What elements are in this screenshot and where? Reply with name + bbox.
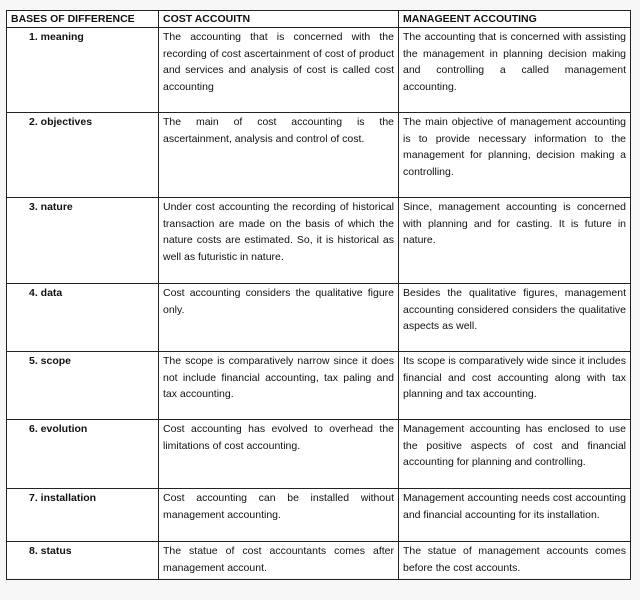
row-basis: 3. nature [7,198,159,284]
cost-cell: The statue of cost accountants comes after management account. [159,542,399,580]
table-row [7,198,631,284]
row-basis: 5. scope [7,352,159,420]
cost-cell: The main of cost accounting is the ascertainment, analysis and control of cost. [159,113,399,198]
table-row [7,28,631,113]
management-cell: Management accounting has enclosed to use the positive aspects of cost and financial accounting for planning and controlling. [399,420,631,489]
row-basis: 7. installation [7,489,159,542]
header-cost-accounting: COST ACCOUITN [159,11,399,28]
row-basis: 2. objectives [7,113,159,198]
table-row [7,542,631,580]
table-row [7,284,631,352]
management-cell: The accounting that is concerned with assisting the management in planning decision making and controlling a called management accounting. [399,28,631,113]
table-row [7,489,631,542]
comparison-table [6,10,631,580]
management-cell: Its scope is comparatively wide since it includes financial and cost accounting along with tax planning and tax accounting. [399,352,631,420]
management-cell: Besides the qualitative figures, management accounting considered considers the qualitative aspects as well. [399,284,631,352]
management-cell: Management accounting needs cost accounting and financial accounting for its installation. [399,489,631,542]
header-bases: BASES OF DIFFERENCE [7,11,159,28]
row-basis: 4. data [7,284,159,352]
table-row [7,420,631,489]
row-basis: 1. meaning [7,28,159,113]
management-cell: Since, management accounting is concerned with planning and for casting. It is future in nature. [399,198,631,284]
table-row [7,113,631,198]
row-basis: 6. evolution [7,420,159,489]
cost-cell: Cost accounting has evolved to overhead the limitations of cost accounting. [159,420,399,489]
cost-cell: The accounting that is concerned with the recording of cost ascertainment of cost of product and services and analysis of cost is called cost accounting [159,28,399,113]
management-cell: The main objective of management accounting is to provide necessary information to the management for planning, decision making a controlling. [399,113,631,198]
table-header-row [7,11,631,28]
cost-cell: Under cost accounting the recording of historical transaction are made on the basis of which the nature costs are estimated. So, it is historical as well as futuristic in nature. [159,198,399,284]
management-cell: The statue of management accounts comes before the cost accounts. [399,542,631,580]
header-management-accounting: MANAGEENT ACCOUTING [399,11,631,28]
cost-cell: Cost accounting can be installed without management accounting. [159,489,399,542]
cost-cell: The scope is comparatively narrow since it does not include financial accounting, tax paling and tax accounting. [159,352,399,420]
cost-cell: Cost accounting considers the qualitative figure only. [159,284,399,352]
row-basis: 8. status [7,542,159,580]
table-row [7,352,631,420]
document-sheet [6,10,630,578]
